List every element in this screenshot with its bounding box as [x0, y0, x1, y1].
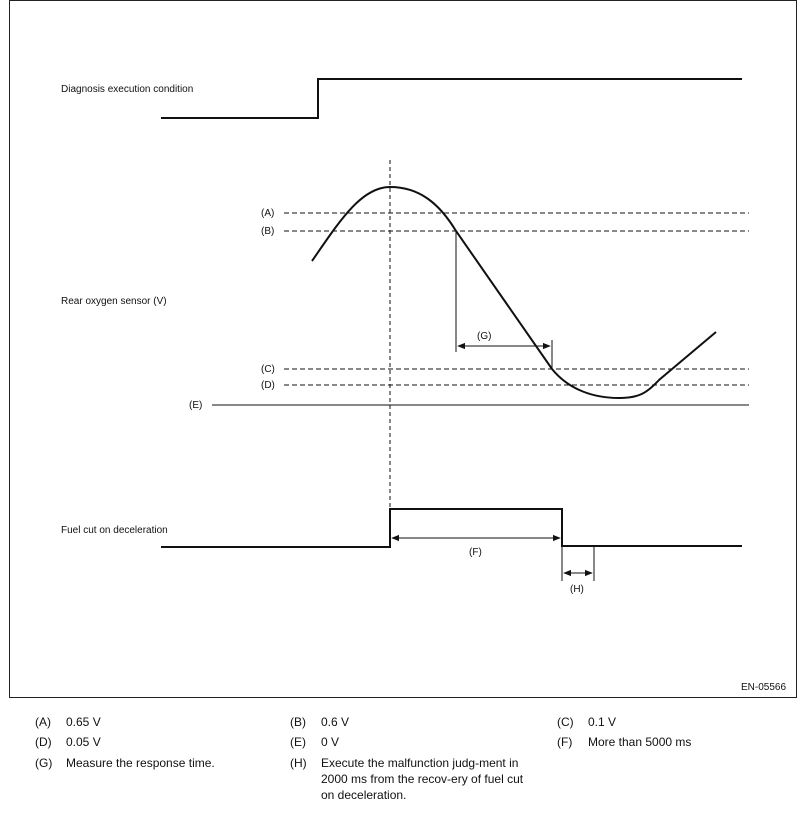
marker-h: (H): [570, 584, 584, 595]
marker-d: (D): [261, 380, 275, 391]
legend-key: (F): [557, 735, 573, 749]
legend-key: (C): [557, 715, 574, 729]
rear-o2-sensor-label: Rear oxygen sensor (V): [61, 296, 167, 307]
legend-text: 0.05 V: [66, 735, 101, 749]
marker-e: (E): [189, 400, 203, 411]
legend-key: (E): [290, 735, 306, 749]
legend-text: Execute the malfunction judg-ment in 2000 ms from the recov-ery of fuel cut on deceleration.: [321, 756, 524, 802]
marker-a: (A): [261, 208, 275, 219]
legend-key: (G): [35, 756, 53, 770]
legend-text: 0.1 V: [588, 715, 617, 729]
legend-key: (H): [290, 756, 307, 770]
diagnosis-condition-label: Diagnosis execution condition: [61, 84, 194, 95]
legend-text: Measure the response time.: [66, 756, 215, 770]
legend-text: 0.6 V: [321, 715, 350, 729]
legend-text: 0 V: [321, 735, 340, 749]
legend-text: 0.65 V: [66, 715, 101, 729]
timing-diagram: [9, 0, 797, 698]
legend-key: (B): [290, 715, 306, 729]
fuel-cut-label: Fuel cut on deceleration: [61, 525, 168, 536]
marker-f: (F): [469, 547, 482, 558]
diagnosis-condition-signal: [161, 79, 742, 118]
figure-code: EN-05566: [741, 682, 787, 693]
fuel-cut-signal: [161, 509, 742, 547]
diagram-border: [10, 1, 797, 698]
legend-key: (D): [35, 735, 52, 749]
legend: [0, 706, 806, 811]
legend-text: More than 5000 ms: [588, 735, 692, 749]
marker-g: (G): [477, 331, 492, 342]
marker-c: (C): [261, 364, 275, 375]
marker-b: (B): [261, 226, 275, 237]
rear-o2-sensor-waveform: [312, 187, 716, 398]
legend-key: (A): [35, 715, 51, 729]
